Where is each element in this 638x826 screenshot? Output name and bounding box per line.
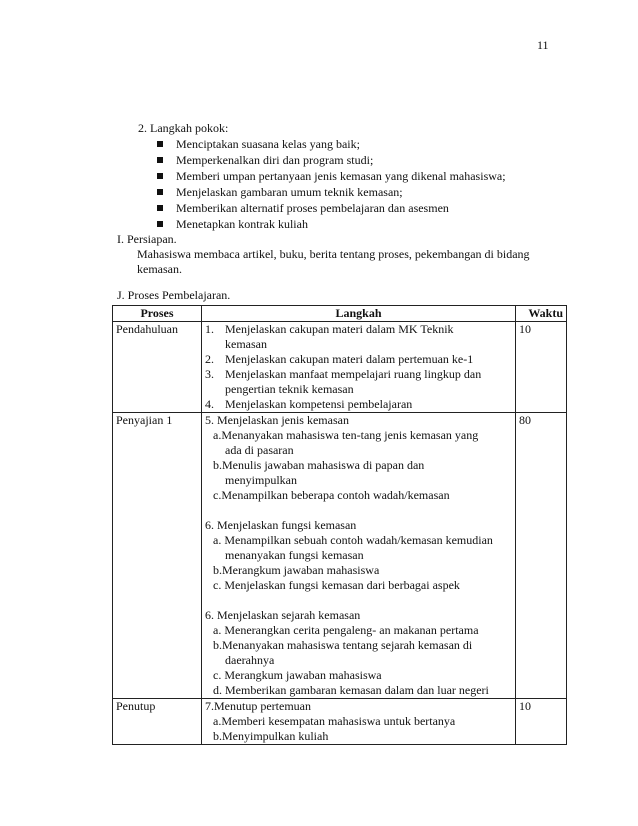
proses-table	[112, 305, 567, 745]
section-title-proses: J. Proses Pembelajaran.	[117, 288, 231, 302]
step-text: menyimpulkan	[225, 473, 297, 487]
step-heading: 6. Menjelaskan sejarah kemasan	[205, 608, 361, 622]
cell-langkah	[202, 699, 516, 745]
header-proses: Proses	[113, 306, 202, 322]
step-text: c.Menampilkan beberapa contoh wadah/kemasan	[213, 488, 450, 502]
step-text: menanyakan fungsi kemasan	[225, 548, 364, 562]
step-text: kemasan	[225, 337, 267, 351]
step-text: b.Merangkum jawaban mahasiswa	[213, 563, 380, 577]
table-row	[113, 699, 567, 745]
table-row	[113, 322, 567, 413]
step-text: Menjelaskan cakupan materi dalam MK Teknik	[225, 322, 454, 336]
step-number: 3.	[205, 367, 214, 381]
bullet-item: Memberikan alternatif proses pembelajaran dan asesmen	[156, 200, 506, 216]
step-text: c. Menjelaskan fungsi kemasan dari berbagai aspek	[213, 578, 460, 592]
step-text: Menjelaskan manfaat mempelajari ruang lingkup dan	[225, 367, 482, 381]
step-number: 4.	[205, 397, 214, 411]
section-persiapan	[117, 232, 577, 277]
step-text: pengertian teknik kemasan	[225, 382, 354, 396]
step-text: d. Memberikan gambaran kemasan dalam dan luar negeri	[213, 683, 489, 697]
step-heading: 5. Menjelaskan jenis kemasan	[205, 413, 349, 427]
cell-waktu: 80	[516, 413, 567, 699]
cell-proses: Penutup	[113, 699, 202, 745]
step-text: ada di pasaran	[225, 443, 294, 457]
header-langkah: Langkah	[202, 306, 516, 322]
step-text: Menjelaskan cakupan materi dalam pertemuan ke-1	[225, 352, 474, 366]
bullet-item: Menjelaskan gambaran umum teknik kemasan;	[156, 184, 506, 200]
cell-langkah	[202, 322, 516, 413]
step-text: a.Memberi kesempatan mahasiswa untuk bertanya	[213, 714, 456, 728]
step-text: b.Menyimpulkan kuliah	[213, 729, 329, 743]
section-title: I. Persiapan.	[117, 232, 177, 246]
section-title: 2. Langkah pokok:	[138, 121, 229, 135]
bullet-item: Menetapkan kontrak kuliah	[156, 216, 506, 232]
step-text: Menjelaskan kompetensi pembelajaran	[225, 397, 413, 411]
step-number: 1.	[205, 322, 214, 336]
step-text: a.Menanyakan mahasiswa ten-tang jenis kemasan yang	[213, 428, 479, 442]
paragraph-line: Mahasiswa membaca artikel, buku, berita tentang proses, pekembangan di bidang	[137, 247, 530, 261]
bullet-item: Menciptakan suasana kelas yang baik;	[156, 136, 506, 152]
cell-proses: Penyajian 1	[113, 413, 202, 699]
cell-proses: Pendahuluan	[113, 322, 202, 413]
cell-waktu: 10	[516, 322, 567, 413]
paragraph-line: kemasan.	[137, 262, 182, 276]
step-text: b.Menanyakan mahasiswa tentang sejarah kemasan di	[213, 638, 473, 652]
step-text: c. Merangkum jawaban mahasiswa	[213, 668, 382, 682]
cell-waktu: 10	[516, 699, 567, 745]
step-text: daerahnya	[225, 653, 275, 667]
bullet-item: Memperkenalkan diri dan program studi;	[156, 152, 506, 168]
cell-langkah	[202, 413, 516, 699]
step-text: a. Menampilkan sebuah contoh wadah/kemasan kemudian	[213, 533, 493, 547]
step-text: a. Menerangkan cerita pengaleng- an makanan pertama	[213, 623, 479, 637]
step-text: b.Menulis jawaban mahasiswa di papan dan	[213, 458, 425, 472]
bullet-item: Memberi umpan pertanyaan jenis kemasan yang dikenal mahasiswa;	[156, 168, 506, 184]
step-number: 2.	[205, 352, 214, 366]
table-row	[113, 413, 567, 699]
step-heading: 6. Menjelaskan fungsi kemasan	[205, 518, 357, 532]
table-header-row	[113, 306, 567, 322]
section-langkah-pokok	[138, 121, 506, 232]
page-number: 11	[537, 38, 549, 52]
header-waktu: Waktu	[516, 306, 567, 322]
bullet-list	[138, 136, 506, 232]
step-heading: 7.Menutup pertemuan	[205, 699, 311, 713]
